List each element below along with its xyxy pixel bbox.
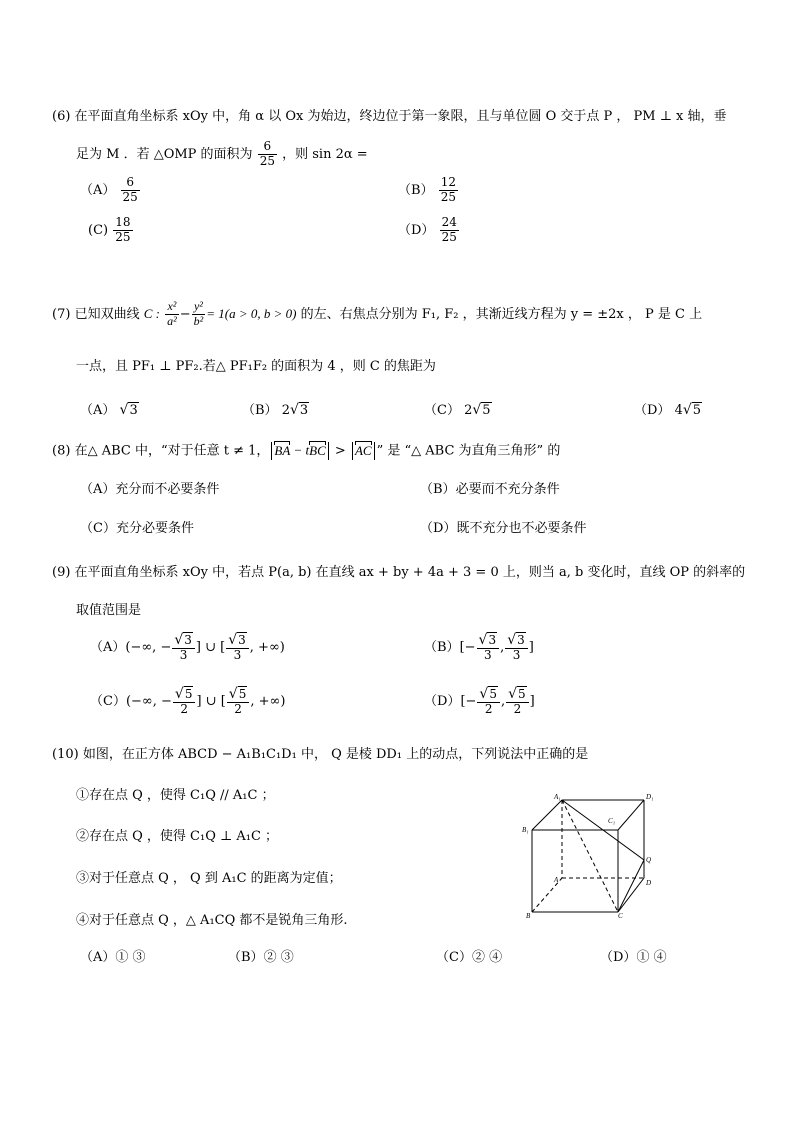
q10-option-a[interactable]: （A）① ③ bbox=[80, 950, 146, 965]
q7-option-c[interactable]: （C） 2√5 bbox=[424, 402, 491, 418]
label-d1: D₁ bbox=[646, 793, 654, 801]
label-c: C bbox=[618, 912, 623, 920]
q7-line2: 一点，且 PF₁ ⊥ PF₂.若△ PF₁F₂ 的面积为 4 ，则 C 的焦距为 bbox=[76, 359, 436, 374]
q9-option-a[interactable]: （A）(−∞, − $\frac{√3}{3}$ ] ∪ [ $\frac{√3}{3}$ , +∞) bbox=[90, 632, 285, 663]
q6-line2 bbox=[76, 140, 368, 169]
q8-option-d[interactable]: （D）既不充分也不必要条件 bbox=[420, 521, 587, 536]
label-d: D bbox=[646, 879, 652, 887]
q9-option-d[interactable]: （D）[− $\frac{√5}{2}$ , $\frac{√5}{2}$ ] bbox=[424, 686, 535, 717]
q6-option-b[interactable]: （B） $\frac{12}{25}$ bbox=[398, 175, 456, 204]
q10-option-b[interactable]: （B）② ③ bbox=[228, 950, 294, 965]
label-a: A bbox=[554, 876, 559, 884]
q7-line1: (7) 已知双曲线 C : $\frac{\text{x²}}{\text{a²}}$ − $\frac{\text{y²}}{\text{b²}}$ = 1(a > 0, b > 0) 的左、右焦点分别为 F₁, F₂ ，其渐近线方程为 y = ±2x ， P 是 C 上 bbox=[52, 299, 703, 328]
q7-option-d[interactable]: （D） 4√5 bbox=[634, 402, 702, 418]
q7-option-b[interactable]: （B） 2√3 bbox=[242, 402, 309, 418]
q6-option-a[interactable]: （A） $\frac{6}{25}$ bbox=[80, 175, 138, 204]
q9-line2: 取值范围是 bbox=[76, 603, 142, 618]
q6-line2-pre: 足为 M ．若 △OMP 的面积为 bbox=[76, 146, 253, 162]
q8-line1: (8) 在△ ABC 中，“对于任意 t ≠ 1， BA − tBC > AC ” 是 “△ ABC 为直角三角形” 的 bbox=[52, 442, 561, 459]
label-b: B bbox=[526, 912, 531, 920]
label-c1: C₁ bbox=[608, 817, 616, 825]
label-b1: B₁ bbox=[522, 826, 529, 834]
q6-line1: (6) 在平面直角坐标系 xOy 中，角 α 以 Ox 为始边，终边位于第一象限，且与单位圆 O 交于点 P ， PM ⊥ x 轴，垂 bbox=[52, 109, 727, 124]
q6-option-d[interactable]: （D） $\frac{24}{25}$ bbox=[398, 215, 457, 244]
label-q: Q bbox=[646, 856, 652, 864]
q6-option-c[interactable]: (C) $\frac{18}{25}$ bbox=[88, 215, 131, 244]
q10-line1: (10) 如图，在正方体 ABCD − A₁B₁C₁D₁ 中， Q 是棱 DD₁ 上的动点，下列说法中正确的是 bbox=[52, 747, 589, 762]
q8-option-c[interactable]: （C）充分必要条件 bbox=[80, 521, 194, 536]
q10-statement-4: ④对于任意点 Q ，△ A₁CQ 都不是锐角三角形. bbox=[76, 913, 348, 928]
q7-option-a[interactable]: （A） √3 bbox=[80, 402, 138, 418]
q10-option-c[interactable]: （C）② ④ bbox=[436, 950, 503, 965]
q8-option-b[interactable]: （B）必要而不充分条件 bbox=[420, 482, 560, 497]
q9-option-b[interactable]: （B）[− $\frac{√3}{3}$ , $\frac{√3}{3}$ ] bbox=[424, 632, 534, 663]
label-a1: A₁ bbox=[554, 793, 561, 801]
q10-statement-2: ②存在点 Q ，使得 C₁Q ⊥ A₁C ； bbox=[76, 829, 279, 844]
q10-option-d[interactable]: （D）① ④ bbox=[600, 950, 667, 965]
q6-line2-post: ，则 sin 2α = bbox=[282, 146, 368, 162]
q10-statement-3: ③对于任意点 Q ， Q 到 A₁C 的距离为定值； bbox=[76, 871, 342, 886]
q9-line1: (9) 在平面直角坐标系 xOy 中，若点 P(a, b) 在直线 ax + by + 4a + 3 = 0 上，则当 a, b 变化时，直线 OP 的斜率的 bbox=[52, 565, 746, 580]
cube-figure bbox=[520, 790, 660, 920]
q8-option-a[interactable]: （A）充分而不必要条件 bbox=[80, 482, 220, 497]
q6-area-fraction: $\frac{6}{25}$ bbox=[259, 139, 275, 168]
q10-statement-1: ①存在点 Q ，使得 C₁Q // A₁C ； bbox=[76, 788, 275, 803]
q9-option-c[interactable]: （C）(−∞, − $\frac{√5}{2}$ ] ∪ [ $\frac{√5}{2}$ , +∞) bbox=[90, 686, 286, 717]
